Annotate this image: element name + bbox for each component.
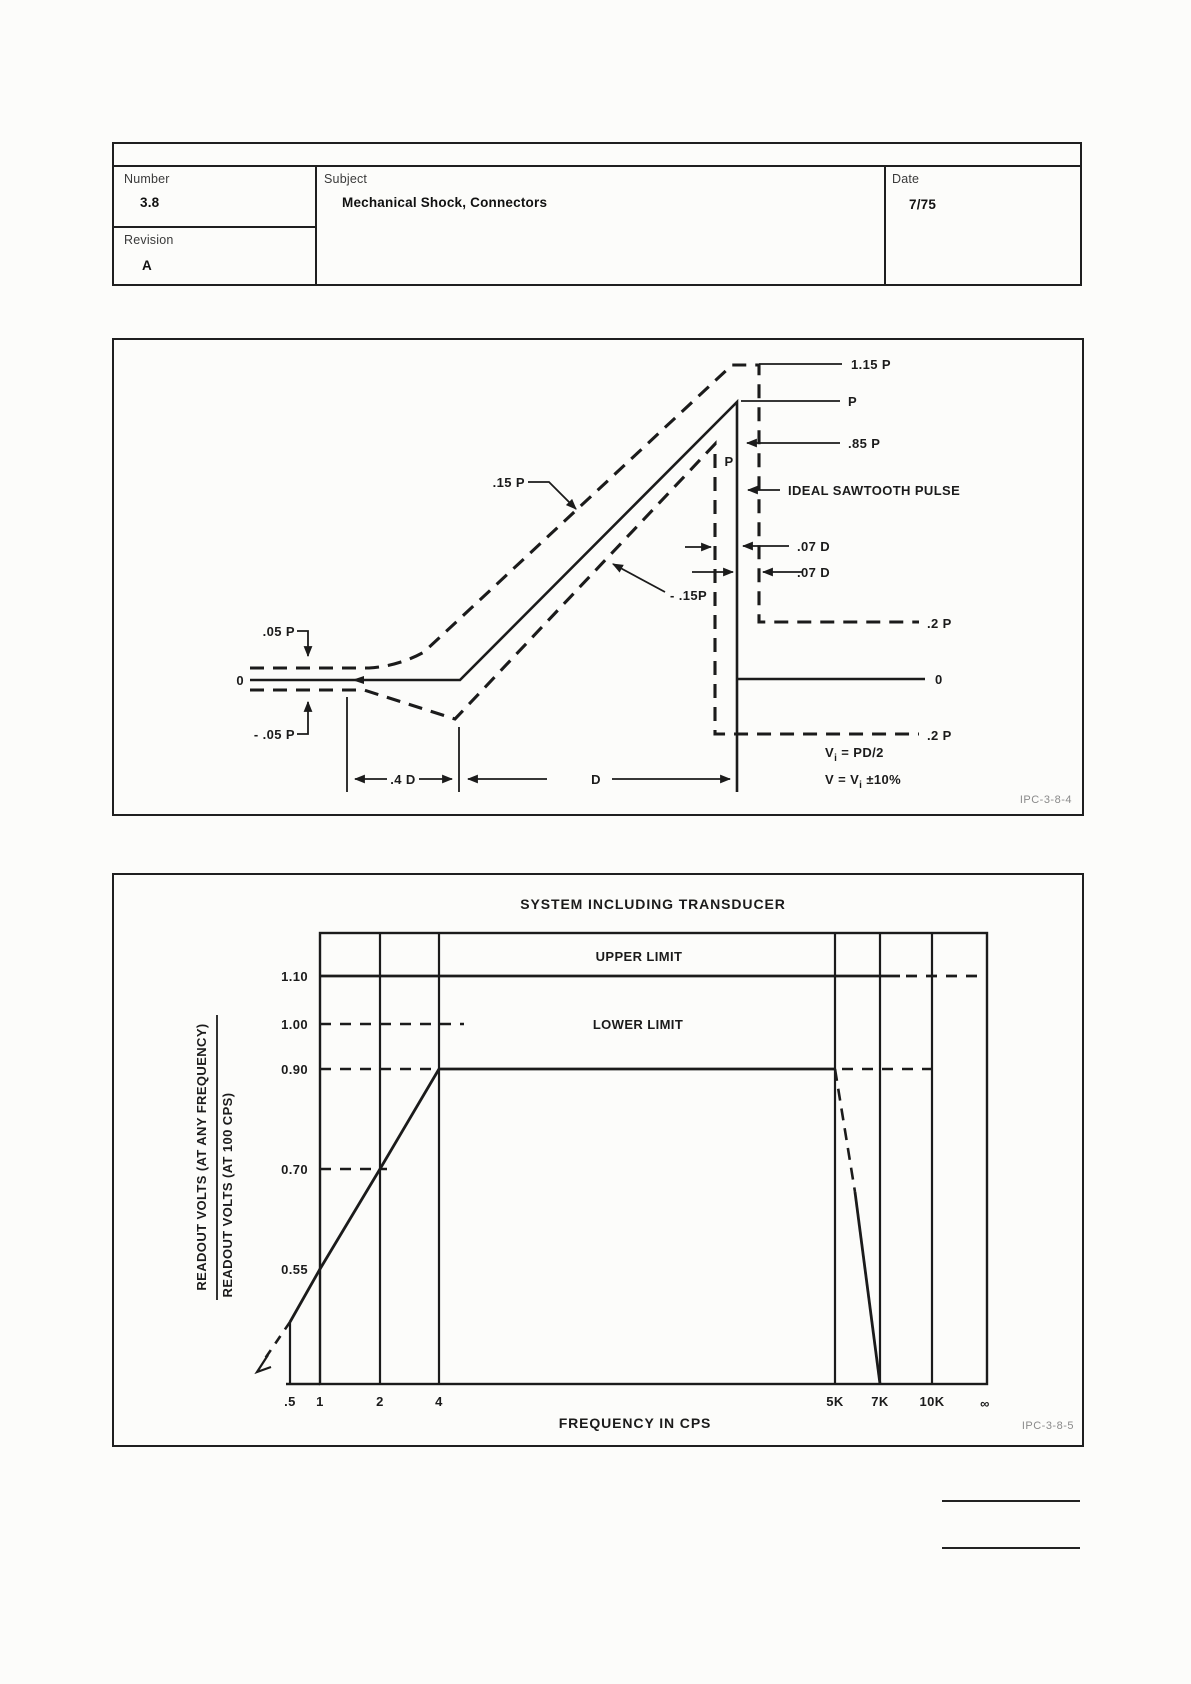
x-axis-title: FREQUENCY IN CPS <box>558 1415 712 1431</box>
label-zero-left: 0 <box>236 673 244 688</box>
header-table <box>112 142 1082 286</box>
baseline-arrowhead-icon <box>352 676 364 684</box>
sawtooth-pulse-diagram <box>114 340 1082 814</box>
xtick-0-5: .5 <box>284 1394 296 1409</box>
vi-equation: $V_i = PD/2$ <box>825 745 884 764</box>
ytick-0-70: 0.70 <box>281 1162 308 1177</box>
xtick-7k: 7K <box>871 1394 889 1409</box>
xtick-2: 2 <box>376 1394 384 1409</box>
revision-label: Revision <box>124 233 174 247</box>
label-2p-upper: .2 P <box>927 616 952 631</box>
upper-limit-label: UPPER LIMIT <box>595 949 683 964</box>
label-1-15p: 1.15 P <box>851 357 891 372</box>
subject-label: Subject <box>324 172 368 186</box>
y-axis-title-denominator: READOUT VOLTS (AT 100 CPS) <box>220 1092 235 1298</box>
label-05p-lower: - .05 P <box>253 727 295 742</box>
ytick-1-10: 1.10 <box>281 969 308 984</box>
ytick-0-55: 0.55 <box>281 1262 308 1277</box>
xtick-4: 4 <box>435 1394 443 1409</box>
lower-limit-fall-solid <box>855 1192 880 1384</box>
xtick-5k: 5K <box>826 1394 844 1409</box>
revision-value: A <box>142 258 152 273</box>
callout-arrow-15p-lower <box>613 564 665 592</box>
y-axis-title-numerator: READOUT VOLTS (AT ANY FREQUENCY) <box>194 1023 209 1291</box>
label-07d-1: .07 D <box>797 539 831 554</box>
label-p: P <box>848 394 858 409</box>
label-ideal-sawtooth: IDEAL SAWTOOTH PULSE <box>788 483 961 498</box>
lower-limit-rise <box>290 1069 439 1322</box>
chart-title: SYSTEM INCLUDING TRANSDUCER <box>520 896 786 912</box>
label-85p: .85 P <box>848 436 881 451</box>
label-zero-right: 0 <box>935 672 943 687</box>
blank-rule-line-2 <box>942 1547 1080 1549</box>
header-revision-divider <box>114 226 315 228</box>
figure2-id: IPC-3-8-5 <box>1021 1420 1074 1432</box>
number-value: 3.8 <box>140 195 160 210</box>
label-15p-upper: .15 P <box>492 475 525 490</box>
label-2p-lower: .2 P <box>927 728 952 743</box>
xtick-infinity: ∞ <box>980 1396 990 1411</box>
figure-frequency-response <box>112 873 1084 1447</box>
xtick-10k: 10K <box>919 1394 945 1409</box>
label-p-small: P <box>724 454 734 469</box>
plot-frame <box>320 933 987 1384</box>
lower-limit-label: LOWER LIMIT <box>592 1017 684 1032</box>
header-strip-divider <box>114 165 1080 167</box>
label-d: D <box>591 772 601 787</box>
subject-value: Mechanical Shock, Connectors <box>342 195 548 210</box>
figure-sawtooth-pulse <box>112 338 1084 816</box>
label-4d: .4 D <box>390 772 416 787</box>
xtick-1: 1 <box>316 1394 324 1409</box>
header-col-divider-1 <box>315 165 317 284</box>
blank-rule-line-1 <box>942 1500 1080 1502</box>
lower-limit-tail-dashed <box>264 1322 290 1360</box>
label-05p-upper: .05 P <box>262 624 295 639</box>
lower-limit-fall-dashed <box>835 1069 855 1192</box>
ideal-pulse-line <box>250 402 737 792</box>
v-equation: $V = V_i \pm 10\%$ <box>825 772 902 791</box>
tail-arrowhead-icon <box>257 1355 271 1372</box>
ytick-0-90: 0.90 <box>281 1062 308 1077</box>
header-col-divider-2 <box>884 165 886 284</box>
frequency-response-chart <box>114 875 1082 1445</box>
date-value: 7/75 <box>909 197 937 212</box>
bracket-05p-lower <box>297 702 308 734</box>
upper-tolerance-line <box>250 365 919 668</box>
date-label: Date <box>892 172 920 186</box>
label-15p-lower: - .15P <box>670 588 708 603</box>
figure1-id: IPC-3-8-4 <box>1019 794 1072 806</box>
bracket-05p-upper <box>297 631 308 656</box>
label-07d-2: .07 D <box>797 565 831 580</box>
callout-arrow-15p-upper <box>528 482 576 509</box>
number-label: Number <box>124 172 170 186</box>
ytick-1-00: 1.00 <box>281 1017 308 1032</box>
